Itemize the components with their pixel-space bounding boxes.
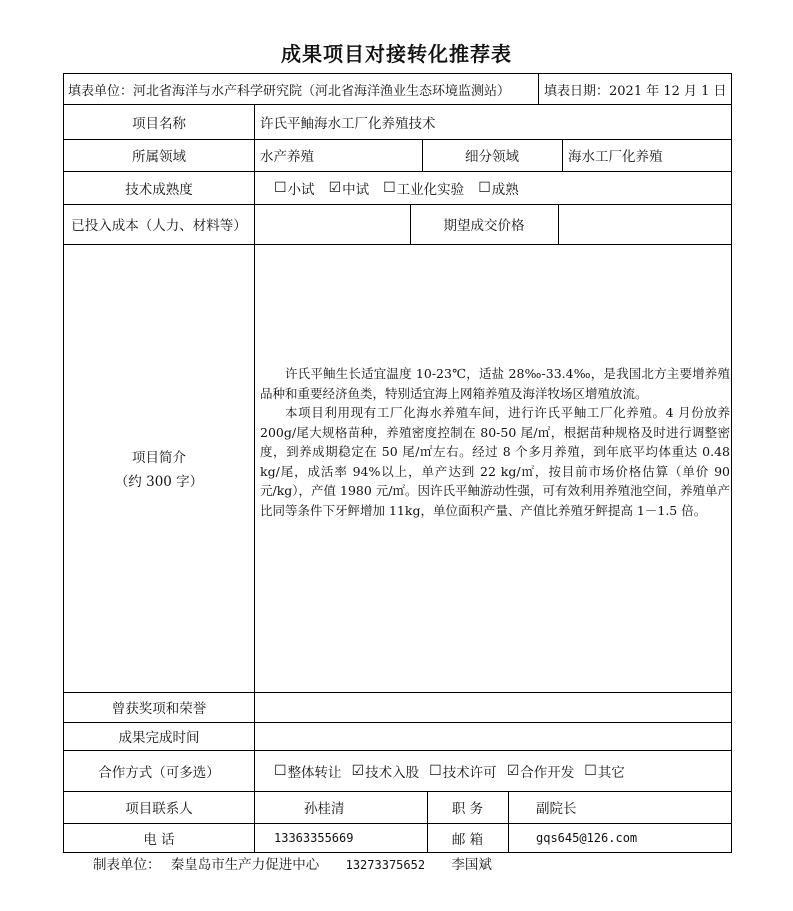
cooperation-options	[254, 750, 733, 791]
field-label: 所属领域	[132, 149, 186, 165]
maker-person: 李国斌	[451, 857, 492, 873]
subfield-value[interactable]: 海水工厂化养殖	[568, 149, 663, 165]
cooperation-option-tech-license[interactable]: ☐ 技术许可	[429, 762, 497, 781]
maturity-option-pilot-test[interactable]: ☑ 中试	[328, 179, 370, 198]
recommendation-form	[63, 73, 732, 853]
maker-org: 秦皇岛市生产力促进中心	[170, 857, 320, 873]
position-label: 职 务	[451, 801, 484, 817]
cooperation-option-other[interactable]: ☐ 其它	[584, 762, 625, 781]
price-label: 期望成交价格	[443, 218, 525, 234]
checkbox-icon[interactable]: ☐	[274, 762, 287, 779]
field-value[interactable]: 水产养殖	[260, 149, 314, 165]
intro-paragraph: 本项目利用现有工厂化海水养殖车间，进行许氏平鲉工厂化养殖。4 月份放养 200g/尾大规格苗种，养殖密度控制在 80-50 尾/㎡，根据苗种规格及时进行调整密度，到养成期稳定在 50 尾/㎡左右。经过 8 个多月养殖，到年底平均体重达 0.48 kg/尾，成活率 94%以上，单产达到 22 kg/㎡，按目前市场价格估算（单价 90 元/kg），产值 1980 元/㎡。因许氏平鲉游动性强，可有效利用养殖池空间，养殖单产比同等条件下牙鲆增加 11kg，单位面积产量、产值比养殖牙鲆提高 1－1.5 倍。	[260, 405, 731, 518]
checkbox-icon[interactable]: ☐	[429, 762, 442, 779]
cooperation-option-tech-equity[interactable]: ☑ 技术入股	[351, 762, 420, 781]
checked-checkbox-icon[interactable]: ☑	[351, 762, 365, 779]
intro-label-cell	[64, 244, 254, 692]
intro-text[interactable]	[260, 364, 730, 520]
checked-checkbox-icon[interactable]: ☑	[506, 762, 520, 779]
cooperation-option-co-development[interactable]: ☑ 合作开发	[506, 762, 575, 781]
form-title: 成果项目对接转化推荐表	[281, 42, 512, 66]
awards-label: 曾获奖项和荣誉	[111, 701, 207, 717]
maker-label: 制表单位：	[93, 857, 161, 873]
maturity-option-industrial-test[interactable]: ☐ 工业化实验	[383, 179, 465, 198]
email-value[interactable]: gqs645@126.com	[536, 830, 638, 845]
maturity-option-mature[interactable]: ☐ 成熟	[478, 179, 519, 198]
maker-phone: 13273375652	[345, 858, 426, 872]
maturity-option-small-test[interactable]: ☐ 小试	[274, 179, 315, 198]
intro-label: 项目简介	[132, 450, 186, 466]
contact-label: 项目联系人	[125, 801, 193, 817]
awards-value[interactable]	[254, 692, 733, 722]
completion-label: 成果完成时间	[118, 730, 200, 746]
checkbox-icon[interactable]: ☐	[478, 179, 491, 196]
contact-value[interactable]: 孙桂清	[304, 801, 345, 817]
maturity-options	[254, 171, 733, 204]
completion-value[interactable]	[254, 722, 733, 750]
cost-value[interactable]	[254, 204, 410, 244]
checkbox-icon[interactable]: ☐	[383, 179, 396, 196]
form-footer	[93, 853, 514, 873]
price-value[interactable]	[558, 204, 733, 244]
checked-checkbox-icon[interactable]: ☑	[328, 179, 342, 196]
subfield-label: 细分领域	[465, 149, 519, 165]
cost-label: 已投入成本（人力、材料等）	[71, 218, 247, 234]
position-value[interactable]: 副院长	[536, 801, 577, 817]
email-label: 邮 箱	[451, 831, 484, 848]
filing-date: 填表日期：2021 年 12 月 1 日	[544, 83, 727, 99]
phone-label: 电 话	[143, 831, 175, 848]
project-name-value[interactable]: 许氏平鲉海水工厂化养殖技术	[260, 115, 436, 132]
intro-paragraph: 许氏平鲉生长适宜温度 10-23℃，适盐 28‰-33.4‰，是我国北方主要增养殖品种和重要经济鱼类，特别适宜海上网箱养殖及海洋牧场区增殖放流。	[260, 366, 730, 401]
maturity-label: 技术成熟度	[125, 181, 193, 198]
checkbox-icon[interactable]: ☐	[584, 762, 597, 779]
phone-value[interactable]: 13363355669	[274, 830, 354, 845]
cooperation-label: 合作方式（可多选）	[98, 764, 220, 781]
filing-unit: 填表单位：河北省海洋与水产科学研究院（河北省海洋渔业生态环境监测站）	[68, 83, 511, 99]
project-name-label: 项目名称	[132, 115, 186, 132]
checkbox-icon[interactable]: ☐	[274, 179, 287, 196]
intro-sublabel: （约 300 字）	[114, 474, 204, 490]
cooperation-option-full-transfer[interactable]: ☐ 整体转让	[274, 762, 342, 781]
